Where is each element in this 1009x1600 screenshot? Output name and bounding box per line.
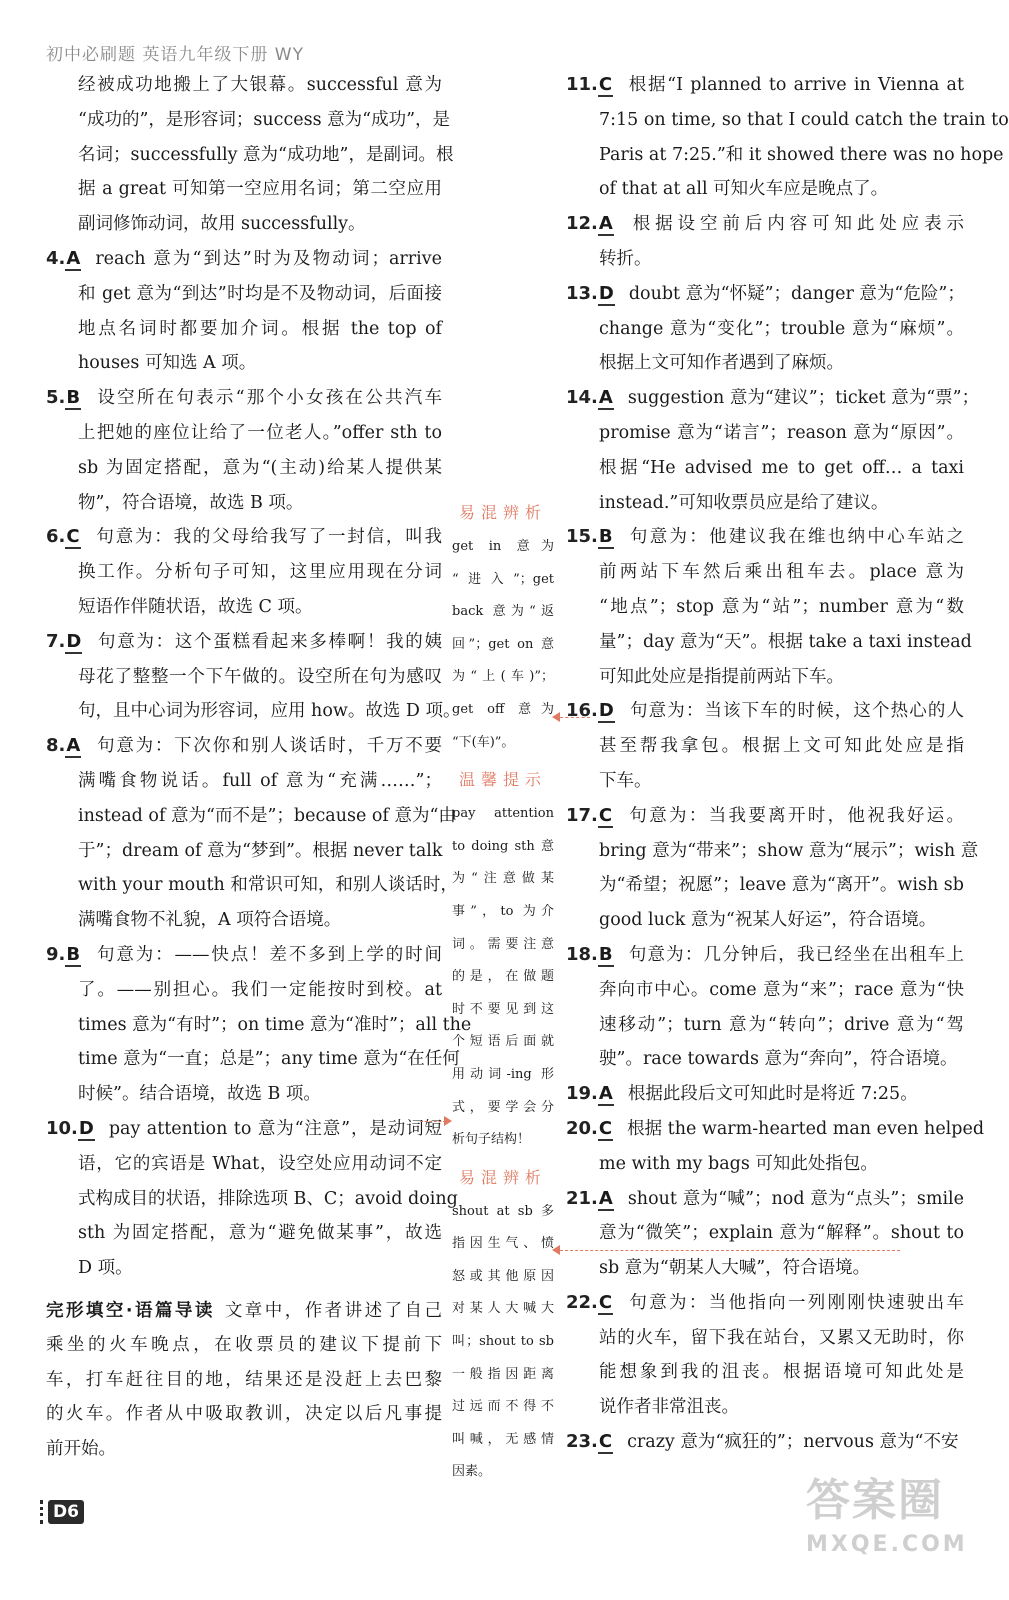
answer-text: 根据“I planned to arrive in Vienna at — [627, 75, 964, 95]
connector-arrow-21 — [560, 1250, 900, 1251]
sidebar-note-line: 用动词-ing 形 — [452, 1066, 554, 1082]
answer-item — [566, 381, 980, 520]
sidebar-note-line: 叫喊，无感情 — [452, 1431, 554, 1447]
item-number: 11. — [566, 74, 598, 95]
item-number: 23. — [566, 1431, 598, 1453]
answer-choice: A — [598, 1187, 613, 1209]
answer-choice: A — [598, 387, 613, 409]
answer-line: good luck 意为“祝某人好运”，符合语境。 — [599, 910, 937, 931]
sidebar-note-line: 怒或其他原因 — [452, 1268, 554, 1284]
item-number: 17. — [566, 804, 598, 826]
sidebar-note-title: 易混辨析 — [458, 1167, 547, 1187]
sidebar-note — [452, 767, 554, 1157]
answer-line: 前两站下车然后乘出租车去。place 意为 — [599, 562, 964, 583]
answer-line: 句，且中心词为形容词，应用 how。故选 D 项。 — [78, 701, 461, 722]
sidebar-note-line: 的是，在做题 — [452, 969, 554, 985]
answer-line: 可知此处应是指提前两站下车。 — [599, 666, 844, 687]
answer-line — [46, 242, 442, 277]
answer-text: 句意为：下次你和别人谈话时，千万不要 — [95, 736, 442, 757]
answer-text: shout 意为“喊”；nod 意为“点头”；smile — [627, 1188, 964, 1209]
answer-text: 句意为：——快点！差不多到上学的时间 — [95, 944, 442, 965]
answer-item — [46, 1112, 458, 1286]
item-number: 13. — [566, 282, 598, 304]
sidebar-note-line: 为“注意做某 — [452, 871, 554, 887]
item-number: 19. — [566, 1083, 598, 1105]
answer-line: D 项。 — [78, 1258, 133, 1279]
answer-item — [566, 1425, 964, 1460]
answer-line: sth 为固定搭配，意为“避免做某事”，故选 — [78, 1223, 442, 1244]
page-marker-dots — [40, 1500, 47, 1524]
sidebar-note-line: get off 意为 — [452, 701, 554, 717]
answer-line — [46, 625, 442, 660]
item-number: 14. — [566, 387, 598, 409]
item-number: 12. — [566, 213, 598, 235]
answer-choice: B — [598, 526, 613, 548]
answer-choice: D — [598, 282, 614, 304]
answer-choice: D — [66, 630, 82, 652]
answer-line: 驶”。race towards 意为“奔向”，符合语境。 — [599, 1049, 958, 1070]
answer-choice: A — [598, 1083, 613, 1105]
answer-line: me with my bags 可知此处指包。 — [599, 1153, 878, 1174]
item-number: 16. — [566, 700, 598, 722]
answer-line — [46, 729, 442, 764]
answer-line: 转折。 — [599, 248, 652, 269]
connector-arrow-16 — [560, 717, 590, 718]
answer-item — [46, 938, 472, 1112]
answer-line: instead.”可知收票员应是给了建议。 — [599, 492, 889, 513]
sidebar-note-line: 对某人大喊大 — [452, 1301, 554, 1317]
answer-text: crazy 意为“疯狂的”；nervous 意为“不安 — [627, 1432, 959, 1453]
answer-line: 甚至帮我拿包。根据上文可知此处应是指 — [599, 736, 964, 757]
sidebar-note-line: 指因生气、愤 — [452, 1236, 554, 1252]
sidebar-note-line: 个短语后面就 — [452, 1034, 554, 1050]
sidebar-note-line: to doing sth 意 — [452, 838, 554, 854]
answer-line: 量”；day 意为“天”。根据 take a taxi instead — [599, 631, 972, 652]
right-column — [566, 68, 1009, 1460]
answer-item — [46, 242, 442, 381]
answer-line: 语，它的宾语是 What，设空处应用动词不定 — [78, 1153, 442, 1174]
answer-choice: C — [598, 804, 613, 826]
answer-choice: A — [598, 213, 613, 235]
watermark-bottom: MXQE.COM — [806, 1532, 968, 1557]
answer-item — [566, 1077, 964, 1112]
answer-item — [46, 625, 461, 729]
answer-item — [566, 68, 1009, 207]
answer-item — [46, 520, 442, 624]
answer-choice: D — [78, 1117, 94, 1139]
item-number: 9. — [46, 943, 66, 965]
answer-choice: B — [66, 387, 81, 409]
answer-line: instead of 意为“而不是”；because of 意为“由 — [78, 805, 456, 826]
answer-line: 和 get 意为“到达”时均是不及物动词，后面接 — [78, 283, 442, 304]
answer-text: 句意为：当我要离开时，他祝我好运。 — [627, 805, 964, 826]
sidebar-note — [452, 1165, 554, 1489]
answer-line: houses 可知选 A 项。 — [78, 353, 257, 374]
answer-text: doubt 意为“怀疑”；danger 意为“危险”； — [628, 283, 965, 304]
sidebar-note-title: 温馨提示 — [458, 770, 547, 790]
sidebar-notes — [452, 494, 554, 1497]
page-header: 初中必刷题 英语九年级下册 WY — [46, 45, 305, 65]
sidebar-note — [452, 500, 554, 759]
answer-line: 速移动”；turn 意为“转向”；drive 意为“驾 — [599, 1014, 964, 1035]
answer-item — [566, 799, 979, 938]
answer-line: promise 意为“诺言”；reason 意为“原因”。 — [599, 422, 964, 443]
answer-choice: B — [66, 943, 81, 965]
passage-intro — [46, 1294, 442, 1467]
answer-line: 式构成目的状语，排除选项 B、C；avoid doing — [78, 1188, 458, 1209]
answer-line — [566, 207, 964, 242]
left-column — [46, 68, 472, 1466]
answer-line: 换工作。分析句子可知，这里应用现在分词 — [78, 562, 442, 583]
intro-line: 副词修饰动词，故用 successfully。 — [78, 214, 366, 235]
answer-text: 句意为：几分钟后，我已经坐在出租车上 — [627, 944, 964, 965]
answer-text: suggestion 意为“建议”；ticket 意为“票”； — [627, 388, 980, 409]
answer-line: with your mouth 和常识可知，和别人谈话时， — [78, 875, 458, 896]
answer-line — [46, 520, 442, 555]
answer-line: 站的火车，留下我在站台，又累又无助时，你 — [599, 1327, 964, 1348]
answer-choice: C — [598, 1291, 613, 1313]
sidebar-note-line: 为“上(车)”； — [452, 669, 554, 685]
sidebar-note-line: 事”，to 为介 — [452, 903, 554, 919]
answer-line — [46, 938, 442, 973]
sidebar-note-line: 词。需要注意 — [452, 936, 554, 952]
answer-line — [566, 694, 964, 729]
answer-line — [566, 277, 964, 312]
answer-text: 句意为：当他指向一列刚刚快速驶出车 — [627, 1292, 964, 1313]
item-number: 21. — [566, 1187, 598, 1209]
answer-line: 了。——别担心。我们一定能按时到校。at — [78, 979, 442, 1000]
passage-intro-line: 车，打车赶往目的地，结果还是没赶上去巴黎 — [46, 1369, 442, 1390]
answer-line — [566, 1112, 985, 1147]
answer-choice: A — [66, 247, 81, 269]
sidebar-note-line: 过远而不得不 — [452, 1399, 554, 1415]
section-text: 文章中，作者讲述了自己 — [224, 1300, 442, 1321]
answer-line: sb 意为“朝某人大喊”，符合语境。 — [599, 1258, 871, 1279]
sidebar-note-line: 叫；shout to sb — [452, 1334, 554, 1350]
sidebar-note-line: get in 意为 — [452, 539, 554, 554]
answer-choice: A — [66, 735, 81, 757]
item-number: 4. — [46, 247, 66, 269]
answer-choice: C — [598, 74, 613, 95]
intro-line: 名词；successfully 意为“成功地”，是副词。根 — [78, 144, 454, 165]
answer-text: reach 意为“到达”时为及物动词；arrive — [95, 248, 442, 269]
watermark-top: 答案圈 — [806, 1475, 944, 1526]
sidebar-note-line: 一般指因距离 — [452, 1366, 554, 1382]
answer-line: 时候”。结合语境，故选 B 项。 — [78, 1084, 321, 1105]
connector-arrow-10 — [420, 1121, 446, 1122]
item-number: 6. — [46, 526, 66, 548]
answer-line: times 意为“有时”；on time 意为“准时”；all the — [78, 1014, 472, 1035]
answer-item — [46, 729, 458, 938]
answer-text: 根据此段后文可知此时是将近 7:25。 — [627, 1084, 918, 1105]
arrow-head-icon — [552, 1245, 560, 1255]
answer-line — [566, 1425, 964, 1460]
sidebar-note-line: 时不要见到这 — [452, 1001, 554, 1017]
item-number: 5. — [46, 387, 66, 409]
answer-line: 于”；dream of 意为“梦到”。根据 never talk — [78, 840, 443, 861]
sidebar-note-line: 析句子结构！ — [452, 1132, 531, 1148]
answer-item — [566, 1182, 964, 1286]
sidebar-note-line: “进入”；get — [452, 571, 554, 587]
answer-text: 句意为：我的父母给我写了一封信，叫我 — [94, 527, 442, 548]
passage-intro-line: 前开始。 — [46, 1438, 116, 1459]
sidebar-note-line: 式，要学会分 — [452, 1099, 554, 1115]
answer-line — [566, 1182, 964, 1217]
answer-text: 句意为：当该下车的时候，这个热心的人 — [628, 701, 964, 722]
item-number: 18. — [566, 943, 598, 965]
answer-line — [566, 1286, 964, 1321]
answer-item — [566, 207, 964, 277]
watermark-logo — [806, 1472, 976, 1572]
answer-line: 为“希望；祝愿”；leave 意为“离开”。wish sb — [599, 875, 964, 896]
answer-line: 下车。 — [599, 770, 652, 791]
sidebar-note-line: back 意为“返 — [452, 604, 554, 620]
answer-item — [46, 381, 442, 520]
answer-item — [566, 1286, 964, 1425]
answer-line — [566, 381, 980, 416]
intro-line: “成功的”，是形容词；success 意为“成功”，是 — [78, 109, 451, 130]
answer-choice: C — [66, 526, 80, 548]
passage-intro-line: 乘坐的火车晚点，在收票员的建议下提前下 — [46, 1335, 442, 1356]
answer-item — [566, 277, 964, 381]
answer-line: sb 为固定搭配，意为“(主动)给某人提供某 — [78, 457, 442, 478]
answer-line: 7:15 on time, so that I could catch the train to — [599, 109, 1009, 130]
item-number: 22. — [566, 1291, 598, 1313]
sidebar-note-line: “下(车)”。 — [452, 734, 515, 750]
answer-line: 根据上文可知作者遇到了麻烦。 — [599, 353, 844, 374]
answer-line: 短语作伴随状语，故选 C 项。 — [78, 596, 313, 617]
answer-line — [566, 520, 964, 555]
answer-line: 意为“微笑”；explain 意为“解释”。shout to — [599, 1223, 964, 1244]
answer-choice: C — [598, 1431, 613, 1453]
sidebar-note-line: shout at sb 多 — [452, 1203, 554, 1219]
answer-choice: B — [598, 943, 613, 965]
sidebar-note-line: pay attention — [452, 806, 554, 822]
answer-line: Paris at 7:25.”和 it showed there was no hope — [599, 144, 1004, 165]
answer-line: of that at all 可知火车应是晚点了。 — [599, 179, 889, 200]
answer-text: 根据设空前后内容可知此处应表示 — [627, 214, 964, 235]
answer-line: 满嘴食物不礼貌，A 项符合语境。 — [78, 910, 342, 931]
answer-item — [566, 1112, 985, 1182]
answer-line: 说作者非常沮丧。 — [599, 1397, 739, 1418]
sidebar-note-line: 因素。 — [452, 1464, 492, 1480]
answer-item — [566, 938, 964, 1077]
answer-text: 根据 the warm-hearted man even helped — [627, 1118, 985, 1139]
answer-choice: C — [598, 1117, 613, 1139]
answer-line: 物”，符合语境，故选 B 项。 — [78, 492, 304, 513]
answer-line: 上把她的座位让给了一位老人。”offer sth to — [78, 422, 442, 443]
answer-line: 地点名词时都要加介词。根据 the top of — [78, 318, 442, 339]
arrow-head-icon — [444, 1116, 452, 1126]
sidebar-note-line: 回”；get on 意 — [452, 636, 554, 652]
answer-line: change 意为“变化”；trouble 意为“麻烦”。 — [599, 318, 964, 339]
answer-item — [566, 694, 964, 798]
item-number: 15. — [566, 526, 598, 548]
answer-line: time 意为“一直；总是”；any time 意为“在任何 — [78, 1049, 460, 1070]
arrow-head-icon — [552, 712, 560, 722]
answer-line — [566, 1077, 964, 1112]
answer-text: 句意为：这个蛋糕看起来多棒啊！我的姨 — [96, 631, 442, 652]
answer-line — [566, 799, 964, 834]
page-number: D6 — [48, 1500, 84, 1524]
answer-line: 能想象到我的沮丧。根据语境可知此处是 — [599, 1362, 964, 1383]
answer-line — [566, 938, 964, 973]
item-number: 8. — [46, 735, 66, 757]
answer-text: 句意为：他建议我在维也纳中心车站之 — [627, 527, 964, 548]
item-number: 10. — [46, 1117, 78, 1139]
item-number: 20. — [566, 1117, 598, 1139]
answer-line: 满嘴食物说话。full of 意为“充满……”； — [78, 770, 442, 791]
answer-line — [46, 381, 442, 416]
answer-line — [566, 68, 964, 103]
answer-line: 母花了整整一个下午做的。设空所在句为感叹 — [78, 666, 442, 687]
answer-line — [46, 1112, 442, 1147]
passage-intro-line — [46, 1294, 442, 1329]
answer-text: pay attention to 意为“注意”，是动词短 — [108, 1118, 442, 1139]
intro-line: 经被成功地搬上了大银幕。successful 意为 — [78, 75, 442, 95]
intro-line: 据 a great 可知第一空应用名词；第二空应用 — [78, 179, 442, 200]
answer-item — [566, 520, 972, 694]
sidebar-note-title: 易混辨析 — [458, 503, 547, 522]
answer-line: bring 意为“带来”；show 意为“展示”；wish 意 — [599, 840, 979, 861]
answer-text: 设空所在句表示“那个小女孩在公共汽车 — [95, 388, 442, 409]
answer-line: 根据“He advised me to get off… a taxi — [599, 457, 964, 478]
answer-line: “地点”；stop 意为“站”；number 意为“数 — [599, 596, 964, 617]
passage-intro-line: 的火车。作者从中吸取教训，决定以后凡事提 — [46, 1404, 442, 1425]
answer-line: 奔向市中心。come 意为“来”；race 意为“快 — [599, 979, 964, 1000]
item-number: 7. — [46, 630, 66, 652]
section-title: 完形填空·语篇导读 — [46, 1300, 215, 1321]
answer-choice: D — [598, 700, 614, 722]
